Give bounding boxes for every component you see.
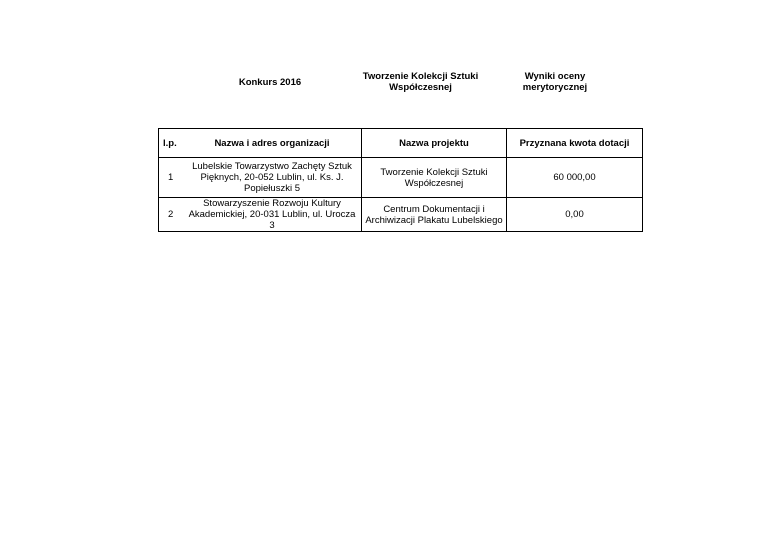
cell-organization: Lubelskie Towarzystwo Zachęty Sztuk Pięknych, 20-052 Lublin, ul. Ks. J. Popiełuszki 5 bbox=[183, 158, 362, 198]
cell-project: Centrum Dokumentacji i Archiwizacji Plakatu Lubelskiego bbox=[362, 198, 507, 232]
column-header-amount: Przyznana kwota dotacji bbox=[507, 129, 643, 158]
cell-amount: 0,00 bbox=[507, 198, 643, 232]
grants-table bbox=[158, 128, 643, 232]
table-header-row bbox=[159, 129, 643, 158]
contest-title: Konkurs 2016 bbox=[238, 77, 302, 88]
cell-lp: 2 bbox=[159, 198, 184, 232]
project-category-title: Tworzenie Kolekcji Sztuki Współczesnej bbox=[362, 71, 479, 93]
table-row bbox=[159, 158, 643, 198]
results-title: Wyniki oceny merytorycznej bbox=[522, 71, 588, 93]
cell-amount: 60 000,00 bbox=[507, 158, 643, 198]
table-row bbox=[159, 198, 643, 232]
cell-organization: Stowarzyszenie Rozwoju Kultury Akademickiej, 20-031 Lublin, ul. Urocza 3 bbox=[183, 198, 362, 232]
cell-lp: 1 bbox=[159, 158, 184, 198]
column-header-organization: Nazwa i adres organizacji bbox=[183, 129, 362, 158]
column-header-lp: l.p. bbox=[159, 129, 184, 158]
column-header-project: Nazwa projektu bbox=[362, 129, 507, 158]
cell-project: Tworzenie Kolekcji Sztuki Współczesnej bbox=[362, 158, 507, 198]
